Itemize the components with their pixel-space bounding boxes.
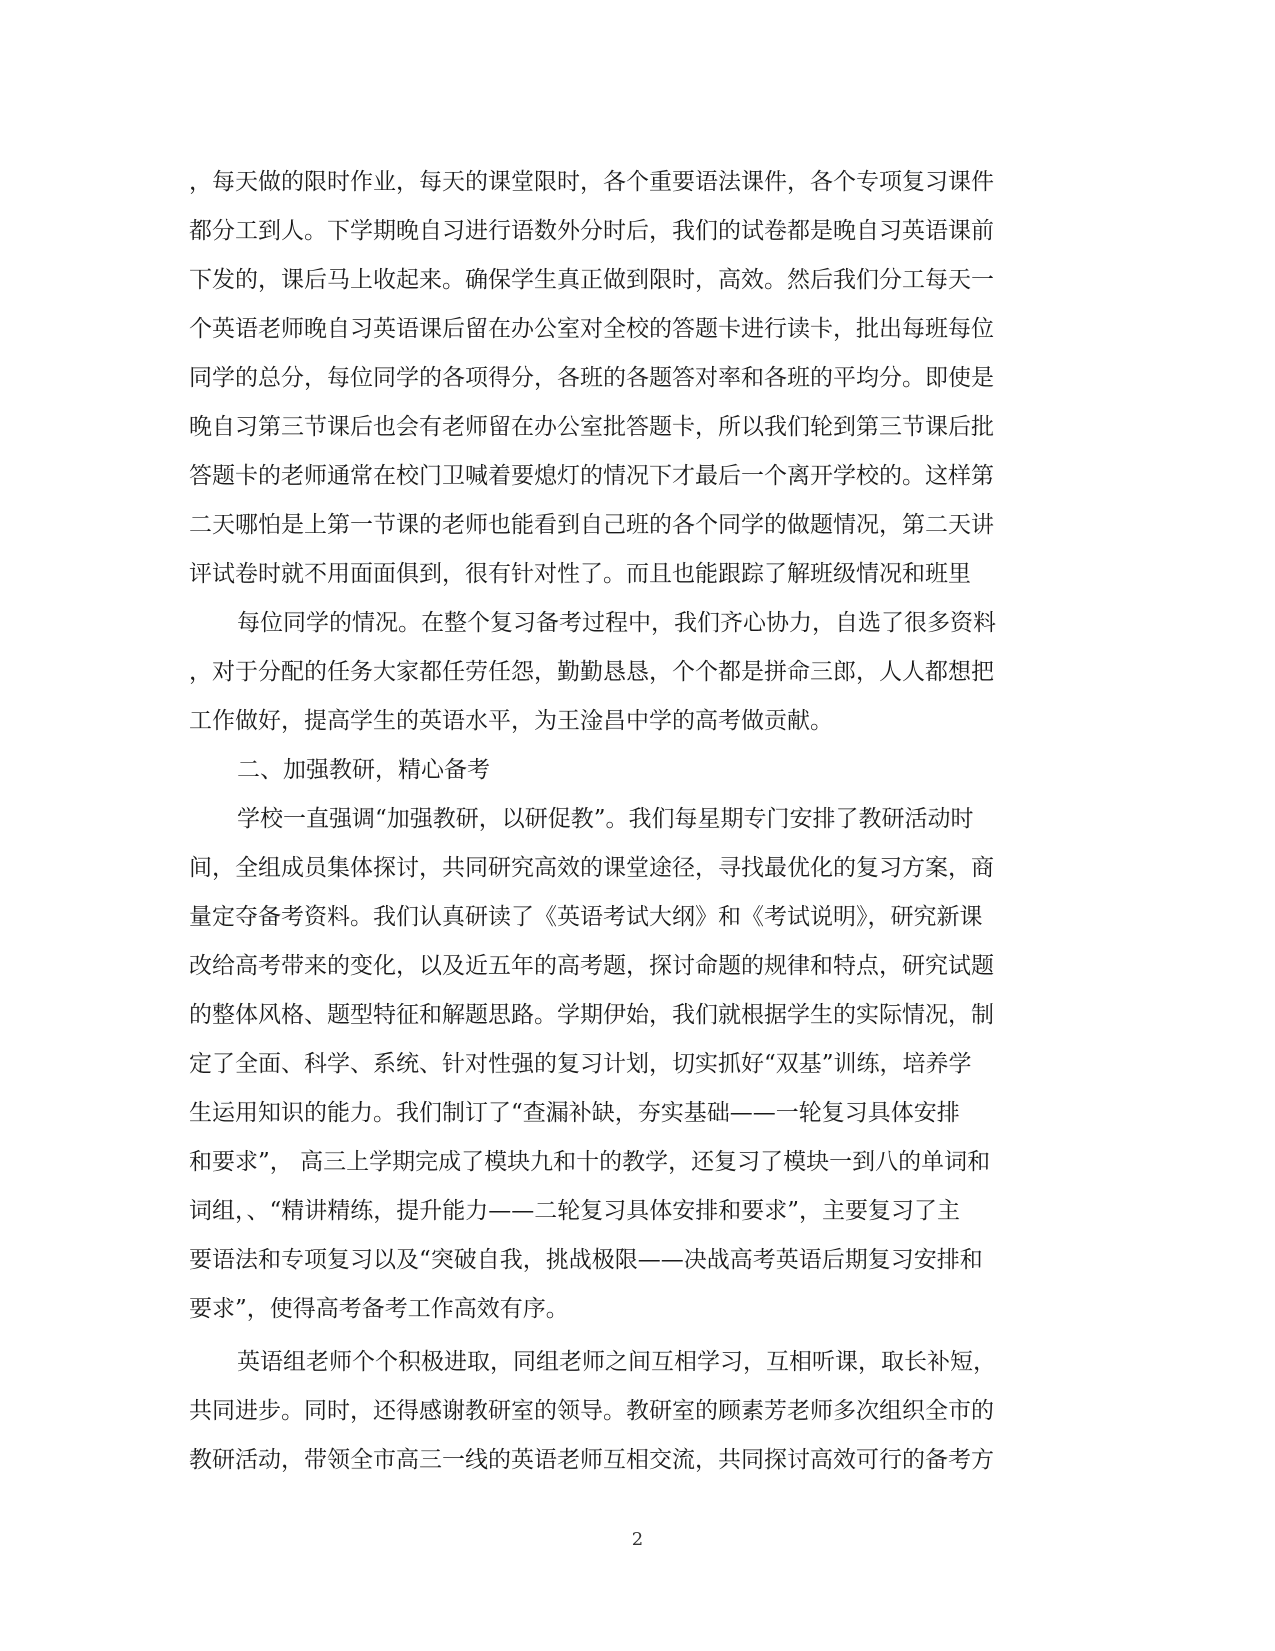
- paragraph-start-line: 英语组老师个个积极进取，同组老师之间互相学习，互相听课，取长补短，: [237, 1349, 996, 1375]
- text-line: 答题卡的老师通常在校门卫喊着要熄灯的情况下才最后一个离开学校的。这样第: [189, 463, 994, 489]
- text-line: 要语法和专项复习以及“突破自我，挑战极限——决战高考英语后期复习安排和: [189, 1247, 983, 1273]
- text-line: 下发的，课后马上收起来。确保学生真正做到限时，高效。然后我们分工每天一: [189, 267, 994, 293]
- text-line: 要求”，使得高考备考工作高效有序。: [189, 1296, 569, 1322]
- text-line: 同学的总分，每位同学的各项得分，各班的各题答对率和各班的平均分。即使是: [189, 365, 994, 391]
- text-line: 教研活动，带领全市高三一线的英语老师互相交流，共同探讨高效可行的备考方: [189, 1447, 994, 1473]
- text-line: 晚自习第三节课后也会有老师留在办公室批答题卡，所以我们轮到第三节课后批: [189, 414, 994, 440]
- text-line: 间，全组成员集体探讨，共同研究高效的课堂途径，寻找最优化的复习方案，商: [189, 855, 994, 881]
- text-line: 改给高考带来的变化，以及近五年的高考题，探讨命题的规律和特点，研究试题: [189, 953, 994, 979]
- paragraph-start-line: 每位同学的情况。在整个复习备考过程中，我们齐心协力，自选了很多资料: [237, 610, 996, 636]
- page-number: 2: [631, 1529, 644, 1550]
- text-line: 的整体风格、题型特征和解题思路。学期伊始，我们就根据学生的实际情况，制: [189, 1002, 994, 1028]
- text-line: 都分工到人。下学期晚自习进行语数外分时后，我们的试卷都是晚自习英语课前: [189, 218, 994, 244]
- text-line: 二天哪怕是上第一节课的老师也能看到自己班的各个同学的做题情况，第二天讲: [189, 512, 994, 538]
- text-line: ，每天做的限时作业，每天的课堂限时，各个重要语法课件，各个专项复习课件: [189, 169, 994, 195]
- text-line: 工作做好，提高学生的英语水平，为王淦昌中学的高考做贡献。: [189, 708, 833, 734]
- text-line: 量定夺备考资料。我们认真研读了《英语考试大纲》和《考试说明》，研究新课: [189, 904, 983, 930]
- text-line: 生运用知识的能力。我们制订了“查漏补缺，夯实基础——一轮复习具体安排: [189, 1100, 960, 1126]
- paragraph-start-line: 学校一直强调“加强教研，以研促教”。我们每星期专门安排了教研活动时: [237, 806, 974, 832]
- text-line: 评试卷时就不用面面俱到，很有针对性了。而且也能跟踪了解班级情况和班里: [189, 561, 971, 587]
- text-line: 共同进步。同时，还得感谢教研室的领导。教研室的顾素芳老师多次组织全市的: [189, 1398, 994, 1424]
- text-line: 和要求”， 高三上学期完成了模块九和十的教学，还复习了模块一到八的单词和: [189, 1149, 991, 1175]
- text-line: 定了全面、科学、系统、针对性强的复习计划，切实抓好“双基”训练，培养学: [189, 1051, 972, 1077]
- text-line: 词组，、“精讲精练，提升能力——二轮复习具体安排和要求”，主要复习了主: [189, 1198, 961, 1224]
- section-heading: 二、加强教研，精心备考: [237, 757, 490, 783]
- text-line: ，对于分配的任务大家都任劳任怨，勤勤恳恳，个个都是拼命三郎，人人都想把: [189, 659, 994, 685]
- text-line: 个英语老师晚自习英语课后留在办公室对全校的答题卡进行读卡，批出每班每位: [189, 316, 994, 342]
- document-body: [189, 158, 1079, 1485]
